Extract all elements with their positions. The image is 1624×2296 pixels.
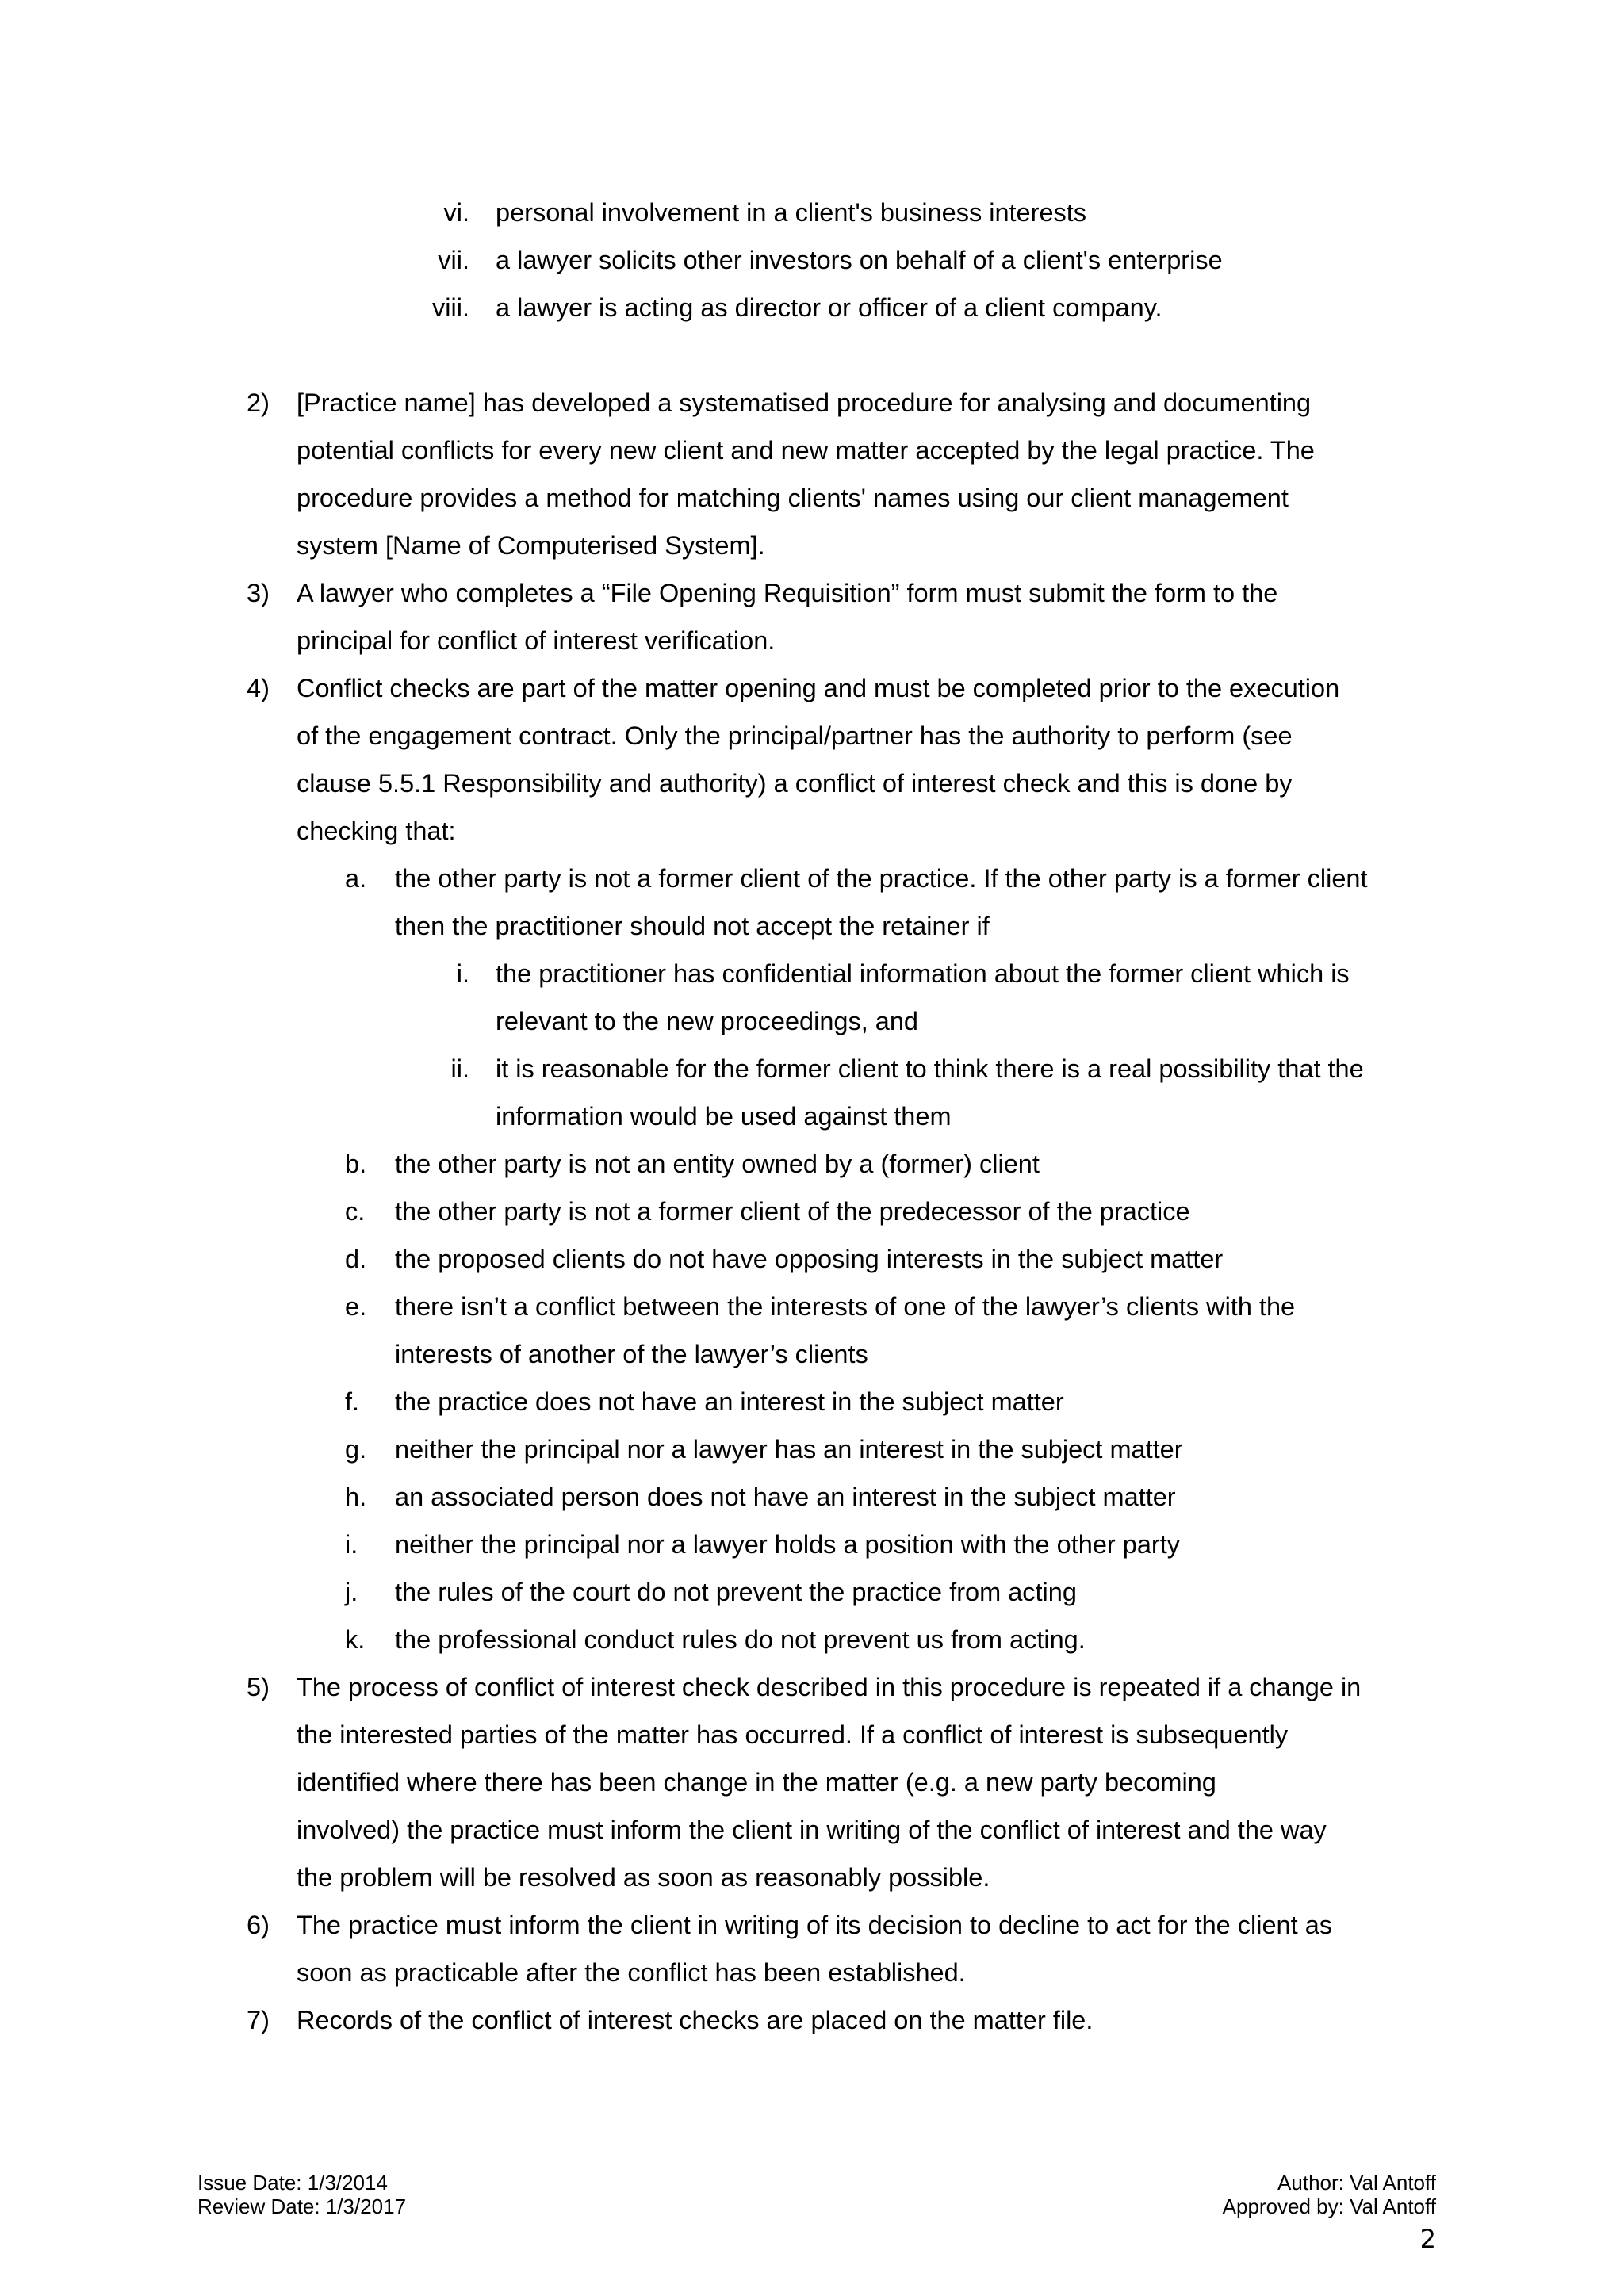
paragraph-line: system [Name of Computerised System].: [297, 531, 765, 560]
paragraph-line: The practice must inform the client in writing of its decision to decline to act for the client as: [297, 1911, 1333, 1939]
paragraph-line: Conflict checks are part of the matter opening and must be completed prior to the execution: [297, 674, 1340, 702]
list-item-text: personal involvement in a client's business interests: [496, 198, 1087, 227]
paragraph-line: involved) the practice must inform the client in writing of the conflict of interest and the way: [297, 1816, 1327, 1844]
paragraph-line: interests of another of the lawyer’s clients: [395, 1340, 868, 1368]
paragraph-line: principal for conflict of interest verification.: [297, 626, 776, 655]
list-marker: i.: [456, 959, 469, 988]
list-marker: 2): [247, 388, 270, 417]
paragraph-line: [Practice name] has developed a systematised procedure for analysing and documenting: [297, 388, 1312, 417]
paragraph-line: the professional conduct rules do not prevent us from acting.: [395, 1625, 1086, 1654]
paragraph-line: The process of conflict of interest check described in this procedure is repeated if a change in: [297, 1673, 1362, 1701]
list-item-text: a lawyer solicits other investors on behalf of a client's enterprise: [496, 246, 1223, 274]
paragraph-line: procedure provides a method for matching clients' names using our client management: [297, 484, 1289, 512]
list-marker: 4): [247, 674, 270, 702]
paragraph-line: potential conflicts for every new client and new matter accepted by the legal practice. The: [297, 436, 1315, 465]
issue-date: Issue Date: 1/3/2014: [197, 2171, 388, 2195]
paragraph-line: information would be used against them: [496, 1102, 952, 1131]
list-marker: vii.: [438, 246, 469, 274]
list-marker: e.: [345, 1292, 367, 1321]
list-marker: i.: [345, 1530, 358, 1559]
paragraph-line: the problem will be resolved as soon as reasonably possible.: [297, 1863, 990, 1892]
paragraph-line: soon as practicable after the conflict has been established.: [297, 1958, 966, 1987]
list-marker: d.: [345, 1245, 367, 1273]
paragraph-line: neither the principal nor a lawyer holds a position with the other party: [395, 1530, 1180, 1559]
list-marker: b.: [345, 1150, 367, 1178]
list-marker: f.: [345, 1387, 360, 1416]
paragraph-line: clause 5.5.1 Responsibility and authority) a conflict of interest check and this is done by: [297, 769, 1293, 798]
paragraph-line: the practitioner has confidential information about the former client which is: [496, 959, 1350, 988]
author: Author: Val Antoff: [1277, 2171, 1436, 2195]
paragraph-line: Records of the conflict of interest checks are placed on the matter file.: [297, 2006, 1094, 2034]
paragraph-line: identified where there has been change in the matter (e.g. a new party becoming: [297, 1768, 1216, 1797]
list-marker: ii.: [450, 1054, 469, 1083]
list-marker: k.: [345, 1625, 366, 1654]
list-marker: vi.: [443, 198, 469, 227]
paragraph-line: the other party is not an entity owned by a (former) client: [395, 1150, 1040, 1178]
paragraph-line: then the practitioner should not accept the retainer if: [395, 912, 990, 940]
page-number: 2: [1419, 2224, 1436, 2254]
paragraph-line: of the engagement contract. Only the principal/partner has the authority to perform (see: [297, 721, 1293, 750]
list-marker: j.: [345, 1578, 358, 1606]
review-date: Review Date: 1/3/2017: [197, 2195, 407, 2218]
approved-by: Approved by: Val Antoff: [1222, 2195, 1436, 2218]
list-marker: viii.: [432, 293, 469, 322]
list-marker: a.: [345, 864, 367, 893]
paragraph-line: an associated person does not have an interest in the subject matter: [395, 1483, 1176, 1511]
list-marker: 5): [247, 1673, 270, 1701]
paragraph-line: it is reasonable for the former client to think there is a real possibility that the: [496, 1054, 1364, 1083]
paragraph-line: the proposed clients do not have opposing interests in the subject matter: [395, 1245, 1224, 1273]
paragraph-line: the interested parties of the matter has occurred. If a conflict of interest is subsequently: [297, 1720, 1289, 1749]
list-marker: h.: [345, 1483, 367, 1511]
paragraph-line: the other party is not a former client of the practice. If the other party is a former client: [395, 864, 1368, 893]
list-marker: 3): [247, 579, 270, 607]
paragraph-line: relevant to the new proceedings, and: [496, 1007, 918, 1035]
list-marker: 7): [247, 2006, 270, 2034]
paragraph-line: the other party is not a former client of the predecessor of the practice: [395, 1197, 1190, 1226]
paragraph-line: the practice does not have an interest in the subject matter: [395, 1387, 1064, 1416]
paragraph-line: A lawyer who completes a “File Opening Requisition” form must submit the form to the: [297, 579, 1278, 607]
list-marker: g.: [345, 1435, 367, 1464]
list-marker: c.: [345, 1197, 366, 1226]
paragraph-line: checking that:: [297, 817, 456, 845]
paragraph-line: neither the principal nor a lawyer has an interest in the subject matter: [395, 1435, 1183, 1464]
list-marker: 6): [247, 1911, 270, 1939]
list-item-text: a lawyer is acting as director or officer of a client company.: [496, 293, 1162, 322]
paragraph-line: the rules of the court do not prevent the practice from acting: [395, 1578, 1077, 1606]
paragraph-line: there isn’t a conflict between the interests of one of the lawyer’s clients with the: [395, 1292, 1296, 1321]
